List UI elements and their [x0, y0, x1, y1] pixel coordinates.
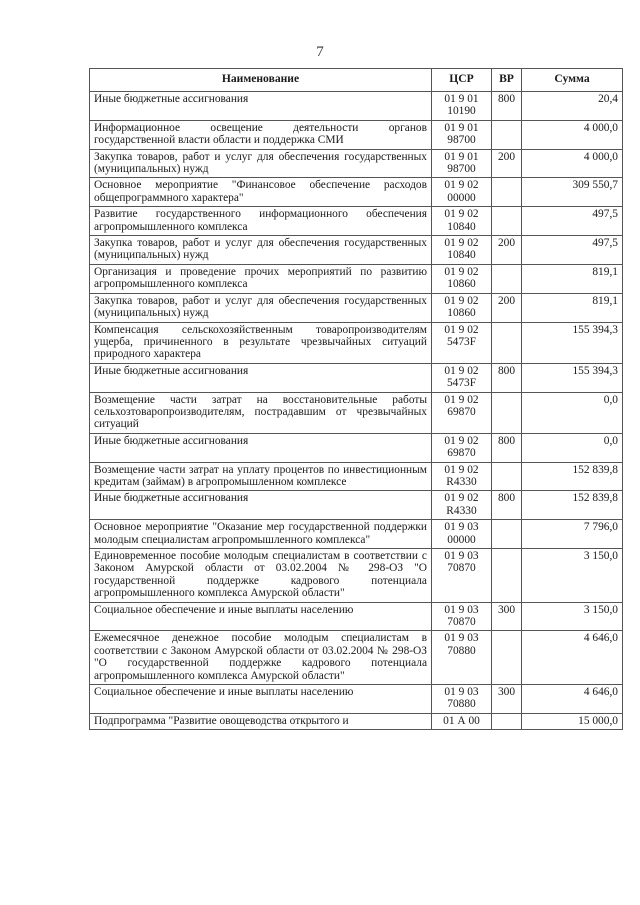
row-csr-cell: 01 9 02 69870	[432, 433, 492, 462]
row-vr-cell	[492, 207, 522, 236]
table-row	[90, 264, 623, 293]
row-name-cell: Основное мероприятие "Оказание мер государственной поддержки молодым специалистам агропромышленного комплекса"	[90, 520, 432, 549]
row-name-cell: Закупка товаров, работ и услуг для обеспечения государственных (муниципальных) нужд	[90, 149, 432, 178]
row-name-cell: Возмещение части затрат на уплату процентов по инвестиционным кредитам (займам) в агропромышленном комплексе	[90, 462, 432, 491]
row-sum-cell: 15 000,0	[522, 713, 623, 729]
row-csr-cell: 01 9 02 10840	[432, 207, 492, 236]
row-name-cell: Социальное обеспечение и иные выплаты населению	[90, 685, 432, 714]
row-vr-cell	[492, 549, 522, 603]
row-sum-cell: 4 646,0	[522, 685, 623, 714]
table-row	[90, 602, 623, 631]
row-sum-cell: 4 646,0	[522, 631, 623, 685]
row-sum-cell: 497,5	[522, 207, 623, 236]
row-vr-cell	[492, 264, 522, 293]
row-csr-cell: 01 9 02 R4330	[432, 462, 492, 491]
row-csr-cell: 01 9 02 00000	[432, 178, 492, 207]
row-name-cell: Основное мероприятие "Финансовое обеспечение расходов общепрограммного характера"	[90, 178, 432, 207]
row-vr-cell: 800	[492, 363, 522, 392]
table-row	[90, 236, 623, 265]
row-csr-cell: 01 9 02 5473F	[432, 363, 492, 392]
table-row	[90, 713, 623, 729]
row-sum-cell: 152 839,8	[522, 491, 623, 520]
budget-table	[89, 68, 623, 730]
row-sum-cell: 155 394,3	[522, 363, 623, 392]
row-sum-cell: 152 839,8	[522, 462, 623, 491]
table-row	[90, 363, 623, 392]
row-csr-cell: 01 9 03 70870	[432, 549, 492, 603]
table-row	[90, 92, 623, 121]
row-name-cell: Ежемесячное денежное пособие молодым специалистам в соответствии с Законом Амурской области от 03.02.2004 № 298-ОЗ "О государственной поддержке кадрового потенциала агропромышленного комплекса Амурской области"	[90, 631, 432, 685]
column-header-csr: ЦСР	[432, 69, 492, 92]
row-sum-cell: 309 550,7	[522, 178, 623, 207]
table-row	[90, 178, 623, 207]
row-csr-cell: 01 9 01 10190	[432, 92, 492, 121]
table-header-row	[90, 69, 623, 92]
table-row	[90, 462, 623, 491]
row-name-cell: Иные бюджетные ассигнования	[90, 433, 432, 462]
column-header-vr: ВР	[492, 69, 522, 92]
row-name-cell: Компенсация сельскохозяйственным товаропроизводителям ущерба, причиненного в результате чрезвычайных ситуаций природного характера	[90, 322, 432, 363]
table-row	[90, 322, 623, 363]
row-sum-cell: 0,0	[522, 392, 623, 433]
table-row	[90, 491, 623, 520]
row-sum-cell: 497,5	[522, 236, 623, 265]
row-sum-cell: 3 150,0	[522, 549, 623, 603]
column-header-name: Наименование	[90, 69, 432, 92]
table-row	[90, 120, 623, 149]
row-csr-cell: 01 9 03 70880	[432, 685, 492, 714]
row-sum-cell: 4 000,0	[522, 149, 623, 178]
row-name-cell: Социальное обеспечение и иные выплаты населению	[90, 602, 432, 631]
row-name-cell: Иные бюджетные ассигнования	[90, 92, 432, 121]
table-row	[90, 293, 623, 322]
table-row	[90, 549, 623, 603]
row-sum-cell: 20,4	[522, 92, 623, 121]
row-csr-cell: 01 9 03 70870	[432, 602, 492, 631]
row-csr-cell: 01 9 02 R4330	[432, 491, 492, 520]
table-row	[90, 207, 623, 236]
table-row	[90, 392, 623, 433]
row-csr-cell: 01 9 02 10840	[432, 236, 492, 265]
row-vr-cell: 200	[492, 149, 522, 178]
row-sum-cell: 155 394,3	[522, 322, 623, 363]
row-sum-cell: 819,1	[522, 264, 623, 293]
row-vr-cell	[492, 520, 522, 549]
row-csr-cell: 01 А 00	[432, 713, 492, 729]
row-csr-cell: 01 9 01 98700	[432, 149, 492, 178]
table-row	[90, 520, 623, 549]
table-row	[90, 433, 623, 462]
row-vr-cell	[492, 631, 522, 685]
row-csr-cell: 01 9 02 5473F	[432, 322, 492, 363]
row-sum-cell: 4 000,0	[522, 120, 623, 149]
row-csr-cell: 01 9 03 00000	[432, 520, 492, 549]
row-name-cell: Возмещение части затрат на восстановительные работы сельхозтоваропроизводителям, пострадавшим от чрезвычайных ситуаций	[90, 392, 432, 433]
row-csr-cell: 01 9 03 70880	[432, 631, 492, 685]
row-name-cell: Закупка товаров, работ и услуг для обеспечения государственных (муниципальных) нужд	[90, 293, 432, 322]
table-row	[90, 149, 623, 178]
row-csr-cell: 01 9 02 10860	[432, 293, 492, 322]
row-name-cell: Закупка товаров, работ и услуг для обеспечения государственных (муниципальных) нужд	[90, 236, 432, 265]
row-name-cell: Развитие государственного информационного обеспечения агропромышленного комплекса	[90, 207, 432, 236]
row-name-cell: Организация и проведение прочих мероприятий по развитию агропромышленного комплекса	[90, 264, 432, 293]
row-sum-cell: 3 150,0	[522, 602, 623, 631]
row-vr-cell	[492, 392, 522, 433]
row-vr-cell	[492, 462, 522, 491]
column-header-sum: Сумма	[522, 69, 623, 92]
row-name-cell: Единовременное пособие молодым специалистам в соответствии с Законом Амурской области от 03.02.2004 № 298-ОЗ "О государственной поддержке кадрового потенциала агропромышленного комплекса Амурской области"	[90, 549, 432, 603]
row-sum-cell: 7 796,0	[522, 520, 623, 549]
row-vr-cell: 800	[492, 92, 522, 121]
row-sum-cell: 0,0	[522, 433, 623, 462]
row-vr-cell	[492, 178, 522, 207]
row-vr-cell: 200	[492, 236, 522, 265]
row-vr-cell	[492, 120, 522, 149]
row-vr-cell: 200	[492, 293, 522, 322]
row-vr-cell: 800	[492, 433, 522, 462]
row-vr-cell: 300	[492, 685, 522, 714]
row-csr-cell: 01 9 02 69870	[432, 392, 492, 433]
table-row	[90, 631, 623, 685]
row-name-cell: Иные бюджетные ассигнования	[90, 491, 432, 520]
row-name-cell: Иные бюджетные ассигнования	[90, 363, 432, 392]
row-name-cell: Подпрограмма "Развитие овощеводства открытого и	[90, 713, 432, 729]
row-vr-cell: 800	[492, 491, 522, 520]
row-name-cell: Информационное освещение деятельности органов государственной власти области и поддержка СМИ	[90, 120, 432, 149]
row-csr-cell: 01 9 01 98700	[432, 120, 492, 149]
row-vr-cell	[492, 713, 522, 729]
row-sum-cell: 819,1	[522, 293, 623, 322]
row-vr-cell: 300	[492, 602, 522, 631]
table-row	[90, 685, 623, 714]
page-number: 7	[316, 44, 324, 60]
row-csr-cell: 01 9 02 10860	[432, 264, 492, 293]
row-vr-cell	[492, 322, 522, 363]
